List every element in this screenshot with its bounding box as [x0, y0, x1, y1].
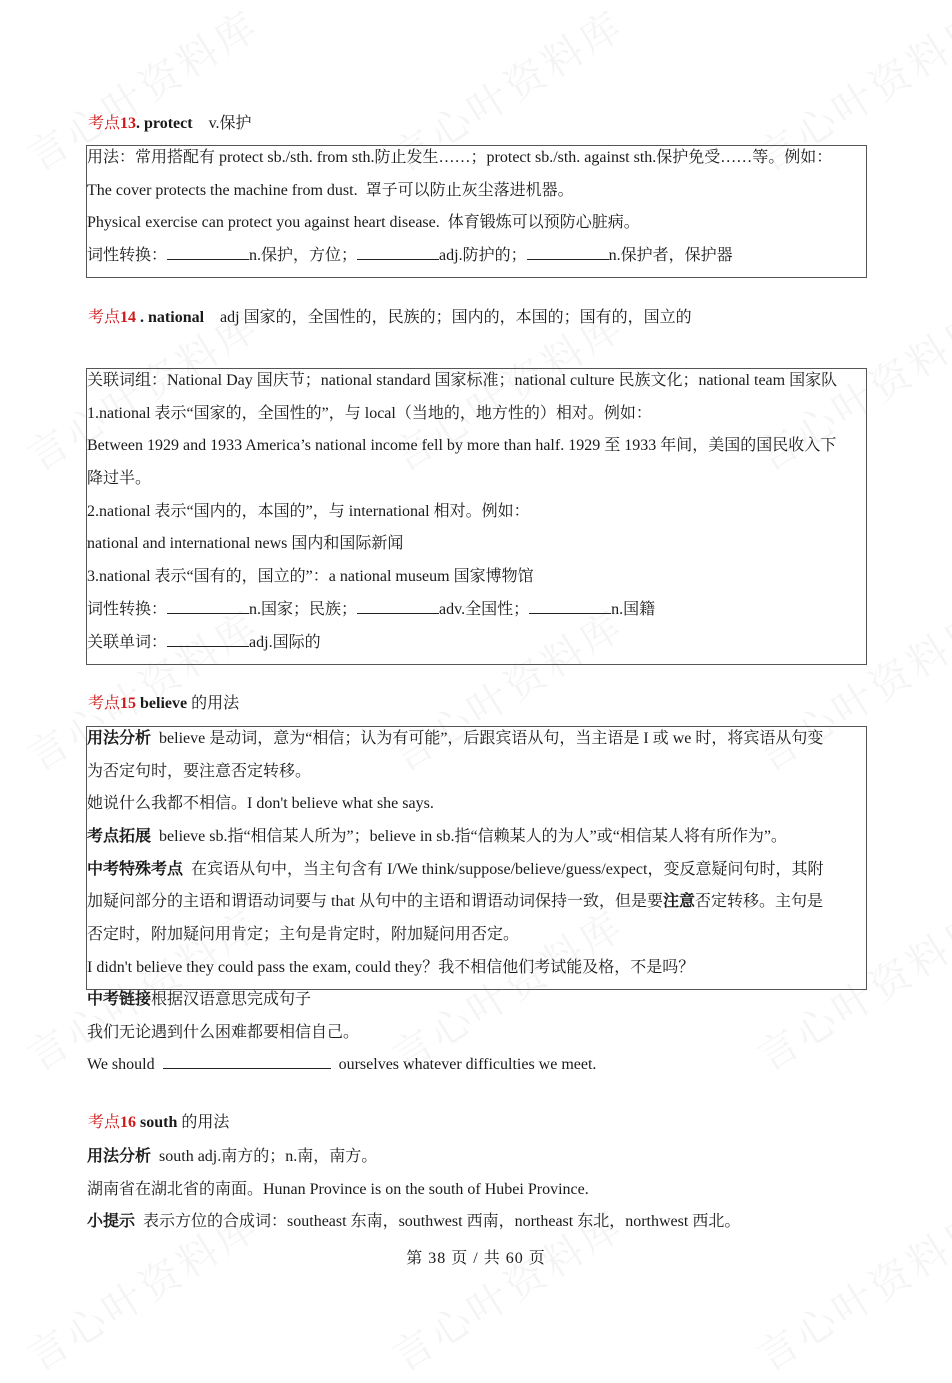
heading-number: 14 [120, 309, 137, 326]
section-heading-16 [88, 1111, 229, 1135]
text-line [87, 1020, 866, 1053]
text-span: The cover protects the machine from dust. 罩子可以防止灰尘落进机器。 [87, 181, 574, 199]
text-span: n.国家；民族； [249, 600, 358, 618]
bold-label: 考点拓展 [87, 828, 152, 846]
text-span: Physical exercise can protect you against heart disease. 体育锻炼可以预防心脏病。 [87, 214, 640, 232]
heading-number: 13 [120, 115, 137, 132]
text-line [87, 987, 866, 1020]
text-span: 词性转换： [87, 247, 168, 265]
text-line [87, 1177, 866, 1210]
text-line [87, 759, 866, 792]
text-line [87, 210, 866, 243]
text-line [87, 726, 866, 759]
heading-number: 16 [120, 1114, 137, 1131]
text-line [87, 597, 866, 630]
text-span: south adj.南方的；n.南，南方。 [151, 1148, 378, 1165]
heading-meaning: v.保护 [192, 115, 252, 132]
text-span: 1.national 表示“国家的，全国性的”，与 local（当地的，地方性的）相对。例如： [87, 404, 652, 422]
text-span: 否定转移。主句是 [695, 893, 824, 911]
text-span: 她说什么我都不相信。I don't believe what she says. [87, 795, 434, 813]
text-span: 否定时，附加疑问用肯定；主句是肯定时，附加疑问用否定。 [87, 926, 520, 944]
heading-keyword: believe [136, 695, 188, 712]
text-line [87, 433, 866, 466]
text-span: 表示方位的合成词：southeast 东南，southwest 西南，northeast 东北，northwest 西北。 [135, 1213, 741, 1231]
heading-number: 15 [120, 695, 137, 712]
text-span: n.国籍 [611, 600, 656, 618]
bold-label: 中考特殊考点 [87, 860, 184, 878]
exam-link-block [87, 987, 866, 1085]
text-line [87, 824, 866, 857]
fill-in-blank[interactable] [167, 243, 249, 260]
heading-meaning: adj 国家的，全国性的，民族的；国内的，本国的；国有的，国立的 [204, 309, 692, 326]
section-heading-15 [88, 692, 239, 716]
bold-label: 中考链接 [87, 991, 152, 1008]
text-line [87, 178, 866, 211]
text-span: 为否定句时，要注意否定转移。 [87, 762, 312, 780]
text-span: adv.全国性； [439, 600, 530, 618]
text-span: 关联词组：National Day 国庆节；national standard 国家标准；national culture 民族文化；national team 国家队 [87, 372, 838, 389]
heading-prefix: 考点 [88, 695, 121, 712]
heading-keyword: . protect [136, 115, 193, 132]
text-line [87, 1144, 866, 1177]
fill-in-blank[interactable] [529, 597, 611, 614]
bold-label: 用法分析 [87, 730, 152, 747]
text-span: believe 是动词，意为“相信；认为有可能”，后跟宾语从句，当主语是 I 或 we 时，将宾语从句变 [151, 730, 824, 747]
text-span: adj.防护的； [439, 247, 527, 265]
text-span: n.保护，方位； [249, 247, 358, 265]
heading-keyword: south [136, 1114, 178, 1131]
text-line [87, 1052, 866, 1085]
page-number: 第 38 页 / 共 60 页 [406, 1250, 546, 1267]
text-span: 2.national 表示“国内的，本国的”，与 international 相对。例如： [87, 502, 530, 520]
section-heading-13 [88, 112, 252, 136]
text-span: We should [87, 1056, 163, 1074]
text-span: 词性转换： [87, 600, 168, 618]
bold-label: 注意 [663, 893, 696, 911]
text-span: 我们无论遇到什么困难都要相信自己。 [87, 1023, 360, 1041]
heading-keyword: . national [136, 309, 205, 326]
text-line [87, 955, 866, 988]
text-line [87, 791, 866, 824]
text-line [87, 368, 866, 401]
text-span: believe sb.指“相信某人所为”；believe in sb.指“信赖某人的为人”或“相信某人将有所作为”。 [151, 828, 787, 846]
heading-prefix: 考点 [88, 1114, 121, 1131]
text-line [87, 499, 866, 532]
text-span: 加疑问部分的主语和谓语动词要与 that 从句中的主语和谓语动词保持一致，但是要 [87, 893, 663, 911]
usage-box-national [86, 368, 867, 665]
fill-in-blank[interactable] [357, 597, 439, 614]
heading-prefix: 考点 [88, 115, 121, 132]
text-span: national and international news 国内和国际新闻 [87, 535, 404, 553]
text-line [87, 889, 866, 922]
text-span: 3.national 表示“国有的，国立的”：a national museum 国家博物馆 [87, 568, 534, 586]
text-span: adj.国际的 [249, 633, 321, 651]
fill-in-blank[interactable] [163, 1052, 331, 1069]
heading-prefix: 考点 [88, 309, 121, 326]
heading-meaning: 的用法 [187, 695, 240, 712]
text-span: 湖南省在湖北省的南面。Hunan Province is on the south of Hubei Province. [87, 1180, 589, 1198]
text-span: I didn't believe they could pass the exam, could they？我不相信他们考试能及格，不是吗？ [87, 958, 695, 976]
text-span: 用法：常用搭配有 protect sb./sth. from sth.防止发生……；protect sb./sth. against sth.保护免受……等。例如： [87, 149, 833, 166]
fill-in-blank[interactable] [167, 597, 249, 614]
text-line [87, 857, 866, 890]
south-usage-block [87, 1144, 866, 1242]
fill-in-blank[interactable] [167, 630, 249, 647]
bold-label: 用法分析 [87, 1148, 152, 1165]
text-line [87, 531, 866, 564]
text-line [87, 922, 866, 955]
text-span: Between 1929 and 1933 America’s national income fell by more than half. 1929 至 1933 年间，美国的国民收入下 [87, 437, 837, 455]
text-line [87, 466, 866, 499]
text-line [87, 630, 866, 663]
fill-in-blank[interactable] [357, 243, 439, 260]
text-span: n.保护者，保护器 [608, 247, 733, 265]
fill-in-blank[interactable] [527, 243, 609, 260]
text-line [87, 1209, 866, 1242]
bold-label: 小提示 [87, 1213, 136, 1231]
section-heading-14 [88, 306, 692, 330]
text-span: ourselves whatever difficulties we meet. [330, 1056, 597, 1074]
usage-box-believe [86, 726, 867, 990]
text-span: 在宾语从句中，当主句含有 I/We think/suppose/believe/guess/expect，变反意疑问句时，其附 [183, 860, 824, 878]
text-line [87, 145, 866, 178]
text-span: 降过半。 [87, 470, 152, 488]
text-line [87, 564, 866, 597]
text-span: 根据汉语意思完成句子 [151, 991, 312, 1008]
text-span: 关联单词： [87, 633, 168, 651]
heading-meaning: 的用法 [177, 1114, 230, 1131]
text-line [87, 401, 866, 434]
usage-box-protect [86, 145, 867, 278]
text-line [87, 243, 866, 276]
